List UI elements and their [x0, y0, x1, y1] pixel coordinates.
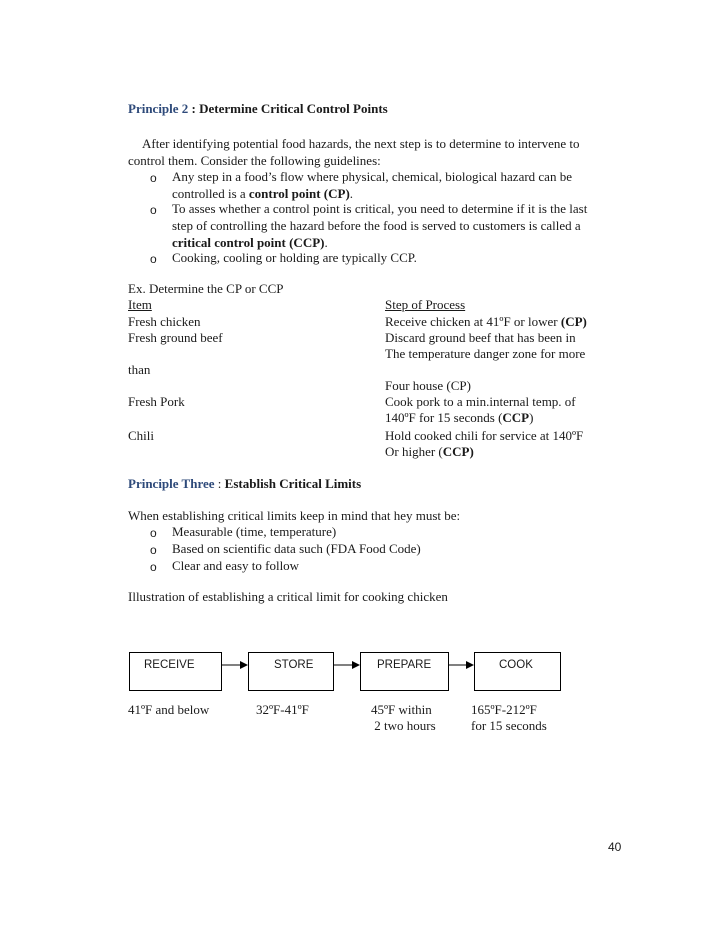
flow-step-label: RECEIVE [144, 659, 195, 671]
row-4-ccp: CCP) [442, 444, 474, 459]
bullet-3: Cooking, cooling or holding are typically CCP. [172, 250, 417, 265]
row-4-step-line-1: Hold cooked chili for service at 140ºF [385, 428, 584, 443]
limit-item: Measurable (time, temperature) [172, 524, 337, 539]
row-2-step-line-1: Discard ground beef that has been in [385, 330, 576, 345]
bullet-marker: o [150, 203, 157, 217]
bullet-1-line-1: Any step in a food’s flow where physical, chemical, biological hazard can be [172, 169, 572, 184]
example-heading: Ex. Determine the CP or CCP [128, 281, 284, 296]
bullet-marker: o [150, 526, 157, 540]
principle-3-title: Establish Critical Limits [224, 476, 362, 491]
illustration-caption: Illustration of establishing a critical limit for cooking chicken [128, 589, 448, 604]
temp-cook-line-2: for 15 seconds [471, 718, 547, 733]
principle-3-label: Principle Three [128, 476, 215, 491]
bullet-marker: o [150, 560, 157, 574]
intro-line-1: After identifying potential food hazards, the next step is to determine to intervene to [142, 136, 580, 151]
temp-cook: 165ºF-212ºF [471, 702, 537, 717]
page-number: 40 [608, 840, 622, 854]
row-2-item: Fresh ground beef [128, 330, 223, 345]
flow-step-label: COOK [499, 659, 533, 671]
row-1-cp: (CP) [560, 314, 587, 329]
row-3-close: ) [529, 410, 534, 425]
bullet-2-period: . [324, 235, 328, 250]
row-1-step-text: Receive chicken at 41ºF or lower [385, 314, 561, 329]
row-2-step-line-3: Four house (CP) [385, 378, 471, 393]
row-4-item: Chili [128, 428, 155, 443]
principle-3-separator: : [214, 476, 225, 491]
row-3-ccp: CCP [502, 410, 530, 425]
row-3-step-line-1: Cook pork to a min.internal temp. of [385, 394, 576, 409]
row-3-step-text: 140ºF for 15 seconds ( [385, 410, 503, 425]
bullet-1-text: controlled is a [172, 186, 249, 201]
bullet-marker: o [150, 171, 157, 185]
limit-item: Based on scientific data such (FDA Food Code) [172, 541, 421, 556]
temp-prepare-line-2: 2 two hours [371, 718, 436, 733]
temp-prepare: 45ºF within [371, 702, 432, 717]
temp-receive: 41ºF and below [128, 702, 210, 717]
bullet-marker: o [150, 252, 157, 266]
intro-line-2: control them. Consider the following guidelines: [128, 153, 381, 168]
flow-step-label: STORE [274, 659, 314, 671]
temp-store: 32ºF-41ºF [256, 702, 309, 717]
critical-control-point-term: critical control point (CCP) [172, 235, 325, 250]
bullet-2-line-1: To asses whether a control point is critical, you need to determine if it is the last [172, 201, 588, 216]
row-4-step-text: Or higher ( [385, 444, 443, 459]
limits-intro: When establishing critical limits keep in mind that hey must be: [128, 508, 461, 523]
principle-2-title: : Determine Critical Control Points [188, 101, 388, 116]
column-header-item: Item [128, 297, 152, 312]
bullet-2-line-2: step of controlling the hazard before the food is served to customers is called a [172, 218, 581, 233]
control-point-term: control point (CP) [248, 186, 350, 201]
principle-2-label: Principle 2 [128, 101, 189, 116]
row-2-than: than [128, 362, 151, 377]
column-header-step: Step of Process [385, 297, 466, 312]
bullet-marker: o [150, 543, 157, 557]
limit-item: Clear and easy to follow [172, 558, 300, 573]
bullet-1-period: . [349, 186, 354, 201]
row-3-item: Fresh Pork [128, 394, 185, 409]
row-1-item: Fresh chicken [128, 314, 201, 329]
row-2-step-line-2: The temperature danger zone for more [385, 346, 586, 361]
flow-step-label: PREPARE [377, 659, 432, 671]
